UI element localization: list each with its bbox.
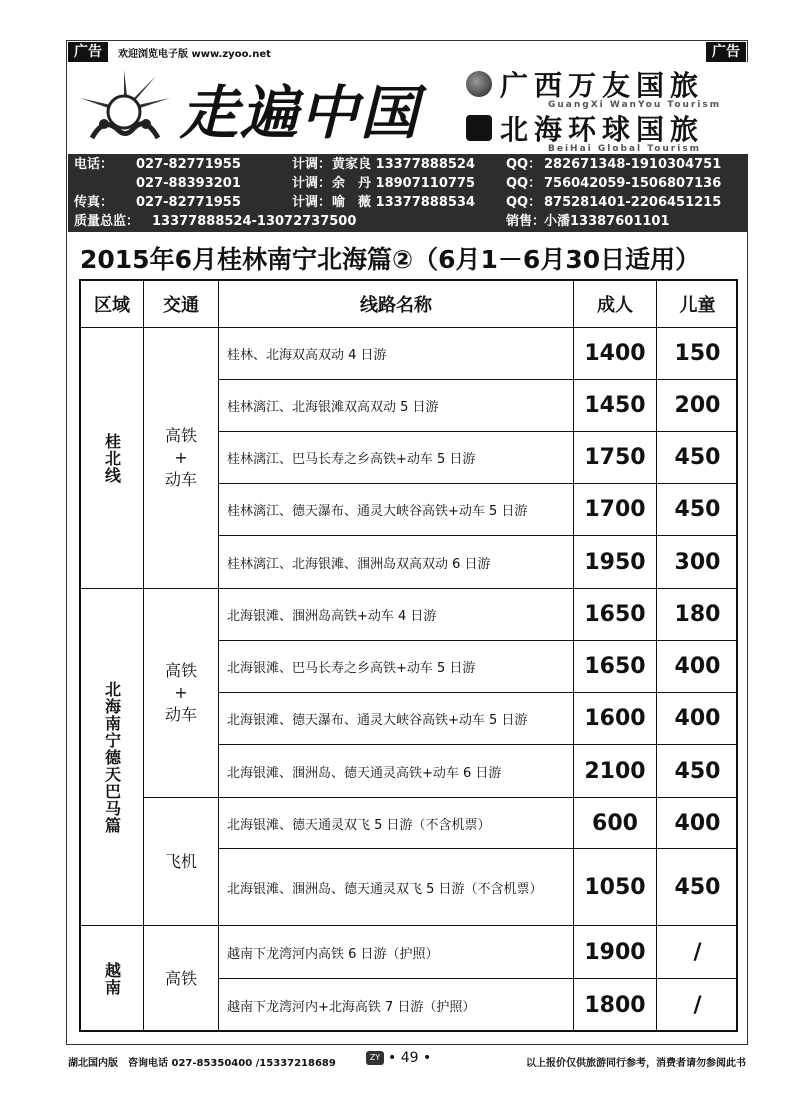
- adult-price: 1800: [574, 979, 657, 1032]
- region-vietnam: 越南: [81, 926, 144, 1032]
- child-price: 150: [657, 328, 738, 380]
- page-title: 2015年6月桂林南宁北海篇②（6月1－6月30日适用）: [80, 245, 701, 274]
- child-price: 180: [657, 589, 738, 641]
- route-name: 桂林漓江、北海银滩双高双动 5 日游: [219, 380, 574, 432]
- route-name: 桂林漓江、北海银滩、涠洲岛双高双动 6 日游: [219, 536, 574, 589]
- region-beihai: 北海南宁德天巴马篇: [81, 589, 144, 926]
- route-name: 桂林漓江、巴马长寿之乡高铁+动车 5 日游: [219, 432, 574, 484]
- brand-banner: [68, 62, 748, 154]
- adult-price: 1450: [574, 380, 657, 432]
- child-price: 400: [657, 693, 738, 745]
- adult-price: 2100: [574, 745, 657, 798]
- header-child: 儿童: [657, 281, 738, 328]
- transport-cell: 飞机: [144, 798, 219, 926]
- adult-price: 1900: [574, 926, 657, 979]
- route-name: 北海银滩、涠洲岛、德天通灵高铁+动车 6 日游: [219, 745, 574, 798]
- ad-label-right: 广告: [706, 42, 746, 62]
- transport-cell: 高铁: [144, 926, 219, 1032]
- adult-price: 600: [574, 798, 657, 849]
- route-name: 北海银滩、巴马长寿之乡高铁+动车 5 日游: [219, 641, 574, 693]
- route-name: 北海银滩、涠洲岛、德天通灵双飞 5 日游（不含机票）: [219, 849, 574, 926]
- brand-title: 走遍中国: [180, 79, 421, 147]
- transport-cell: 高铁 + 动车: [144, 589, 219, 798]
- route-name: 北海银滩、德天通灵双飞 5 日游（不含机票）: [219, 798, 574, 849]
- footer-disclaimer: 以上报价仅供旅游同行参考，消费者请勿参阅此书: [526, 1058, 746, 1069]
- header-transport: 交通: [144, 281, 219, 328]
- footer-hotline: 湖北国内版 咨询电话 027-85350400 /15337218689: [68, 1058, 336, 1069]
- route-name: 桂林漓江、德天瀑布、通灵大峡谷高铁+动车 5 日游: [219, 484, 574, 536]
- child-price: 450: [657, 745, 738, 798]
- contact-panel: 电话： 027-82771955 计调： 黄家良 13377888524 QQ： 282671348-1910304751 027-88393201 计调： 余 丹 18907110775 QQ： 756042059-1506807136 传真： 027-82771955 计调： 喻 薇 13377888534 QQ： 875281401-2206451215 质量总监： 13377888524-13072737500 销售： 小潘13387601101: [68, 154, 748, 232]
- child-price: 400: [657, 641, 738, 693]
- adult-price: 1050: [574, 849, 657, 926]
- ad-label-left: 广告: [68, 42, 108, 62]
- child-price: 200: [657, 380, 738, 432]
- page-number: ZY • 49 •: [366, 1050, 431, 1066]
- header-route: 线路名称: [219, 281, 574, 328]
- adult-price: 1400: [574, 328, 657, 380]
- region-guibei: 桂北线: [81, 328, 144, 589]
- route-name: 越南下龙湾河内高铁 6 日游（护照）: [219, 926, 574, 979]
- price-table: [79, 279, 738, 1032]
- header-adult: 成人: [574, 281, 657, 328]
- agency-beihai: 北海环球国旅 BeiHai Global Tourism: [466, 108, 704, 154]
- child-price: 450: [657, 484, 738, 536]
- child-price: 450: [657, 432, 738, 484]
- adult-price: 1750: [574, 432, 657, 484]
- child-price: /: [693, 993, 702, 1018]
- route-name: 北海银滩、德天瀑布、通灵大峡谷高铁+动车 5 日游: [219, 693, 574, 745]
- sun-logo-icon: [74, 68, 174, 148]
- child-price: 300: [657, 536, 738, 589]
- welcome-text[interactable]: 欢迎浏览电子版 www.zyoo.net: [118, 49, 271, 60]
- adult-price: 1700: [574, 484, 657, 536]
- logo-badge-icon: ZY: [366, 1051, 384, 1065]
- child-price: 400: [657, 798, 738, 849]
- header-region: 区域: [81, 281, 144, 328]
- transport-cell: 高铁 + 动车: [144, 328, 219, 589]
- adult-price: 1650: [574, 641, 657, 693]
- child-price: 450: [657, 849, 738, 926]
- adult-price: 1650: [574, 589, 657, 641]
- agency-guangxi: 广西万友国旅 GuangXi WanYou Tourism: [466, 64, 721, 110]
- adult-price: 1950: [574, 536, 657, 589]
- child-price: /: [657, 926, 738, 979]
- adult-price: 1600: [574, 693, 657, 745]
- global-icon: [466, 115, 492, 141]
- route-name: 北海银滩、涠洲岛高铁+动车 4 日游: [219, 589, 574, 641]
- route-name: 越南下龙湾河内+北海高铁 7 日游（护照）: [219, 979, 574, 1032]
- route-name: 桂林、北海双高双动 4 日游: [219, 328, 574, 380]
- globe-icon: [466, 71, 492, 97]
